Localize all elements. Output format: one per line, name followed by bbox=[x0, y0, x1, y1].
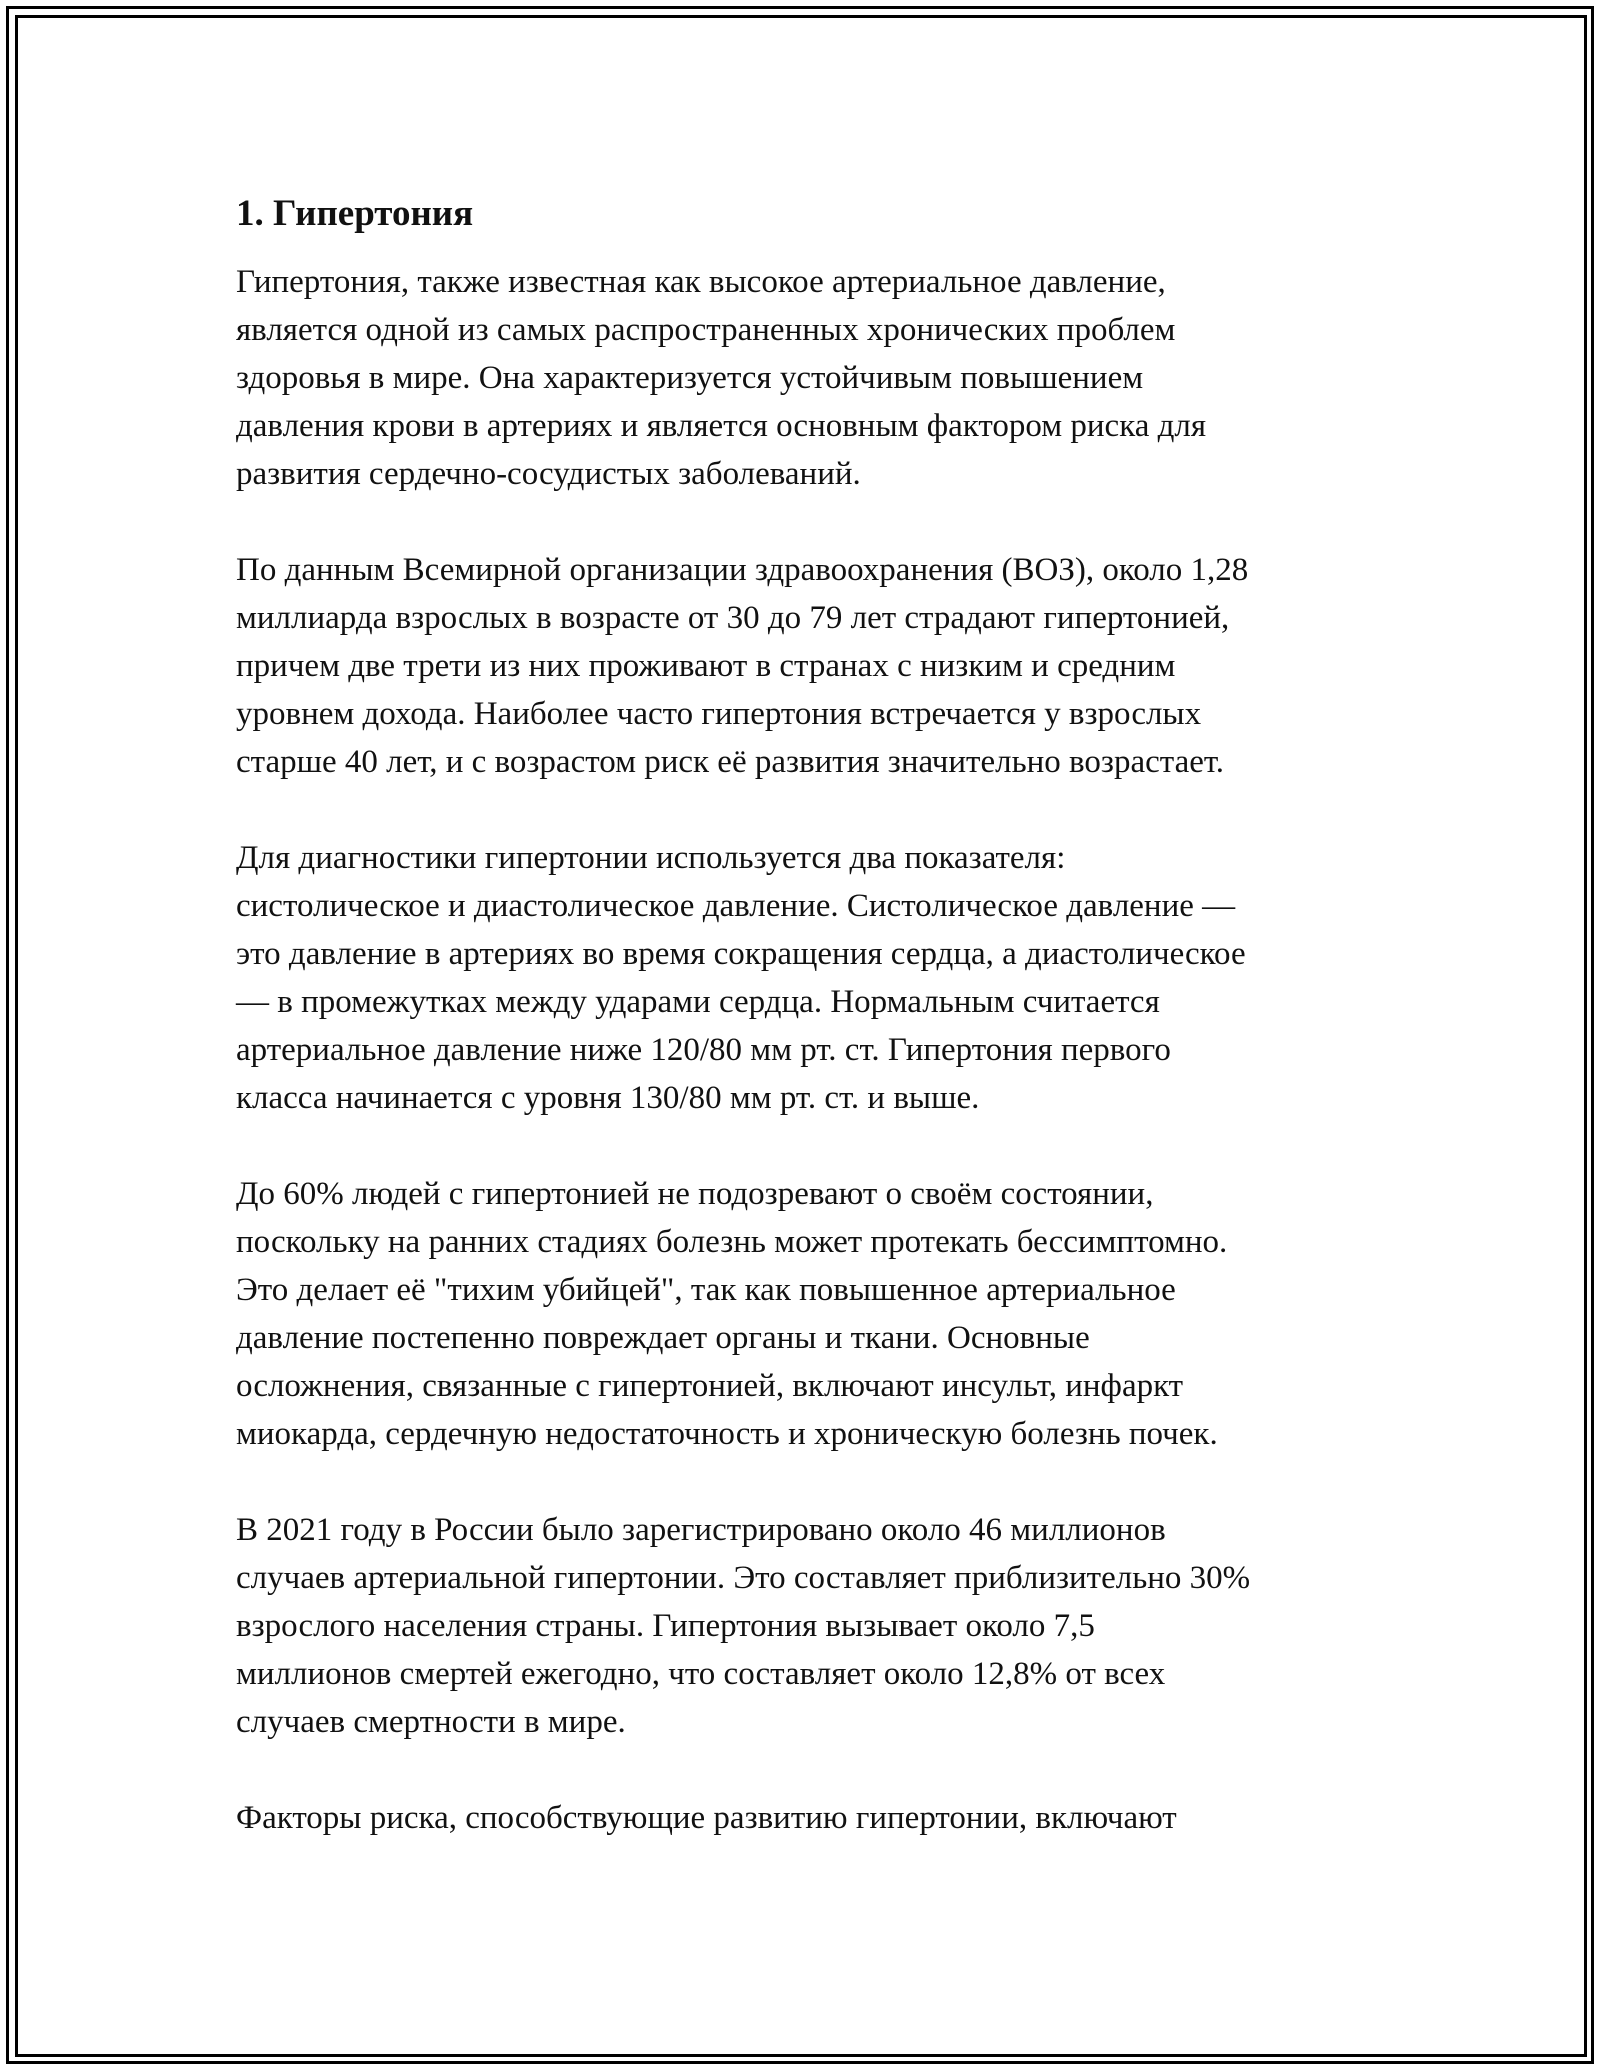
text-line: это давление в артериях во время сокращения сердца, а диастолическое bbox=[236, 936, 1246, 972]
text-line: случаев артериальной гипертонии. Это составляет приблизительно 30% bbox=[236, 1560, 1251, 1596]
text-line: миокарда, сердечную недостаточность и хроническую болезнь почек. bbox=[236, 1416, 1218, 1452]
text-line: давления крови в артериях и является основным фактором риска для bbox=[236, 408, 1207, 444]
text-line: Гипертония, также известная как высокое артериальное давление, bbox=[236, 264, 1166, 300]
paragraph-6 bbox=[236, 1794, 1386, 1842]
text-line: миллиарда взрослых в возрасте от 30 до 79 лет страдают гипертонией, bbox=[236, 600, 1230, 636]
text-line: артериальное давление ниже 120/80 мм рт. ст. Гипертония первого bbox=[236, 1032, 1171, 1068]
text-line: случаев смертности в мире. bbox=[236, 1704, 626, 1740]
document-body bbox=[236, 190, 1386, 1890]
section-heading: 1. Гипертония bbox=[236, 193, 474, 234]
text-line: взрослого населения страны. Гипертония вызывает около 7,5 bbox=[236, 1608, 1095, 1644]
text-line: давление постепенно повреждает органы и ткани. Основные bbox=[236, 1320, 1090, 1356]
text-line: уровнем дохода. Наиболее часто гипертония встречается у взрослых bbox=[236, 696, 1202, 732]
text-line: старше 40 лет, и с возрастом риск её развития значительно возрастает. bbox=[236, 744, 1225, 780]
paragraph-4 bbox=[236, 1170, 1386, 1458]
text-line: развития сердечно-сосудистых заболеваний. bbox=[236, 456, 861, 492]
paragraph-5 bbox=[236, 1506, 1386, 1746]
text-line: класса начинается с уровня 130/80 мм рт. ст. и выше. bbox=[236, 1080, 980, 1116]
text-line: здоровья в мире. Она характеризуется устойчивым повышением bbox=[236, 360, 1144, 396]
text-line: поскольку на ранних стадиях болезнь может протекать бессимптомно. bbox=[236, 1224, 1228, 1260]
text-line: В 2021 году в России было зарегистрировано около 46 миллионов bbox=[236, 1512, 1166, 1548]
text-line: По данным Всемирной организации здравоохранения (ВОЗ), около 1,28 bbox=[236, 552, 1249, 588]
text-line: Это делает её "тихим убийцей", так как повышенное артериальное bbox=[236, 1272, 1176, 1308]
text-line: является одной из самых распространенных хронических проблем bbox=[236, 312, 1176, 348]
text-line: — в промежутках между ударами сердца. Нормальным считается bbox=[236, 984, 1160, 1020]
text-line: миллионов смертей ежегодно, что составляет около 12,8% от всех bbox=[236, 1656, 1166, 1692]
text-line: До 60% людей с гипертонией не подозревают о своём состоянии, bbox=[236, 1176, 1154, 1212]
paragraph-3 bbox=[236, 834, 1386, 1122]
text-line: причем две трети из них проживают в странах с низким и средним bbox=[236, 648, 1176, 684]
text-line: Для диагностики гипертонии используется два показателя: bbox=[236, 840, 1066, 876]
text-line: Факторы риска, способствующие развитию гипертонии, включают bbox=[236, 1800, 1177, 1836]
paragraph-2 bbox=[236, 546, 1386, 786]
paragraph-1 bbox=[236, 258, 1386, 498]
text-line: осложнения, связанные с гипертонией, включают инсульт, инфаркт bbox=[236, 1368, 1184, 1404]
text-line: систолическое и диастолическое давление. Систолическое давление — bbox=[236, 888, 1236, 924]
